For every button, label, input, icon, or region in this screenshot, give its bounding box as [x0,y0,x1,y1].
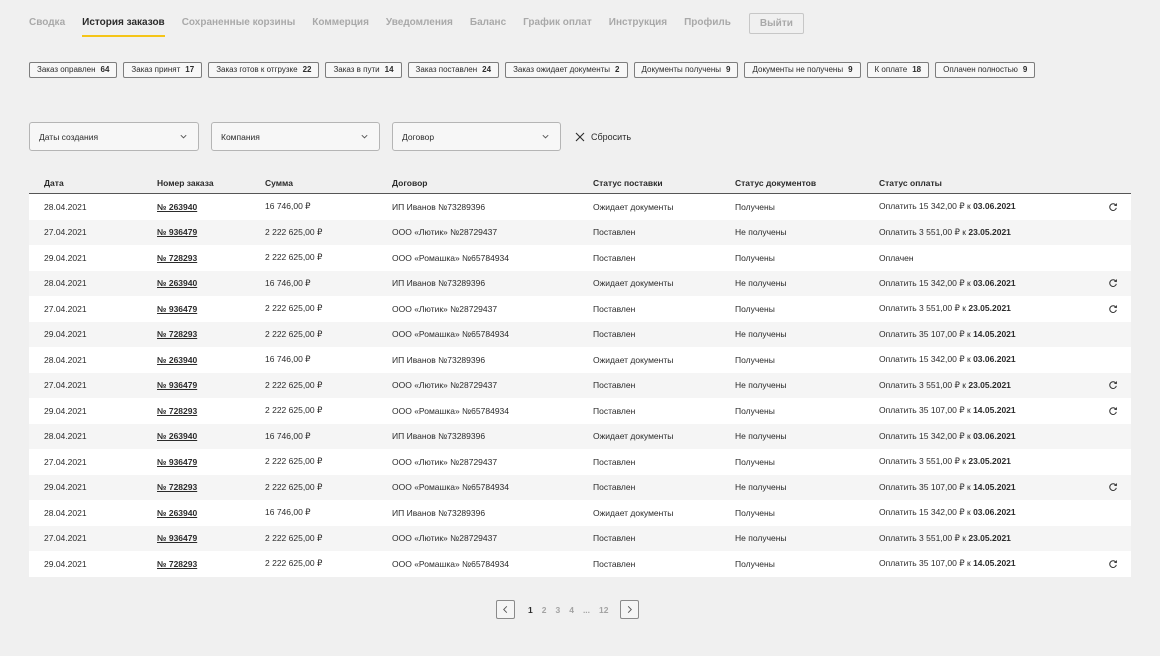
page-ellipsis: ... [582,604,591,615]
order-number-link[interactable]: № 263940 [157,278,198,289]
page-2[interactable]: 2 [541,604,547,615]
order-number-link[interactable]: № 936479 [157,380,198,391]
cell-date: 29.04.2021 [44,482,87,493]
table-row [29,271,1131,297]
payment-due-date: 14.05.2021 [973,405,1016,416]
chip-count: 14 [384,65,394,74]
cell-documents-status: Получены [735,507,775,518]
status-chip-ready-to-ship[interactable] [208,62,319,78]
chip-label: Документы получены [641,65,722,74]
payment-text: Оплатить 15 342,00 ₽ к [879,354,971,365]
cell-sum: 2 222 625,00 ₽ [265,252,323,263]
cell-date: 27.04.2021 [44,456,87,467]
cell-sum: 2 222 625,00 ₽ [265,481,323,492]
cell-shipping-status: Поставлен [593,482,636,493]
cell-date: 28.04.2021 [44,354,87,365]
chip-label: К оплате [874,65,908,74]
order-number-link[interactable]: № 728293 [157,329,198,340]
header-payment-status[interactable]: Статус оплаты [879,178,942,188]
header-contract[interactable]: Договор [392,178,428,188]
table-row [29,475,1131,501]
cell-payment-status [879,329,1094,340]
cell-payment-status [879,507,1094,518]
table-row [29,449,1131,475]
cell-payment-status [879,278,1094,289]
cell-payment-status [879,227,1094,238]
cell-sum: 16 746,00 ₽ [265,277,311,288]
table-header [29,173,1131,194]
status-chip-docs-received[interactable] [634,62,739,78]
status-chip-to-pay[interactable] [867,62,930,78]
cell-contract: ИП Иванов №73289396 [392,278,486,289]
payment-text: Оплачен [879,252,914,263]
cell-date: 27.04.2021 [44,303,87,314]
cell-date: 27.04.2021 [44,380,87,391]
chip-label: Заказ оправлен [37,65,96,74]
chip-count: 24 [482,65,492,74]
top-navigation [29,13,804,37]
cell-documents-status: Не получены [735,329,787,340]
cell-documents-status: Не получены [735,278,787,289]
header-date[interactable]: Дата [44,178,64,188]
refresh-icon[interactable] [1108,278,1118,288]
chip-label: Заказ поставлен [415,65,478,74]
prev-page-button[interactable] [496,600,515,619]
refresh-icon[interactable] [1108,304,1118,314]
close-icon [575,132,585,142]
cell-shipping-status: Поставлен [593,252,636,263]
cell-documents-status: Получены [735,201,775,212]
chevron-left-icon [501,605,510,614]
cell-date: 28.04.2021 [44,278,87,289]
page-1[interactable]: 1 [528,604,533,615]
cell-documents-status: Получены [735,252,775,263]
cell-sum: 2 222 625,00 ₽ [265,379,323,390]
orders-table [29,173,1131,577]
refresh-icon[interactable] [1108,202,1118,212]
payment-text: Оплатить 35 107,00 ₽ к [879,328,971,339]
payment-text: Оплатить 15 342,00 ₽ к [879,507,971,518]
payment-due-date: 03.06.2021 [973,507,1016,518]
order-number-link[interactable]: № 263940 [157,354,198,365]
payment-due-date: 23.05.2021 [968,456,1011,467]
cell-documents-status: Получены [735,405,775,416]
nav-tab-summary[interactable]: Сводка [29,17,66,28]
payment-text: Оплатить 3 551,00 ₽ к [879,456,966,467]
chip-label: Документы не получены [752,65,844,74]
dates-filter-select[interactable] [29,122,199,151]
cell-contract: ООО «Ромашка» №65784934 [392,558,509,569]
chip-count: 64 [100,65,110,74]
nav-tab-instructions[interactable]: Инструкция [608,17,668,28]
table-row [29,296,1131,322]
cell-date: 29.04.2021 [44,405,87,416]
cell-sum: 2 222 625,00 ₽ [265,303,323,314]
cell-sum: 2 222 625,00 ₽ [265,226,323,237]
order-number-link[interactable]: № 728293 [157,405,198,416]
cell-contract: ООО «Лютик» №28729437 [392,227,498,238]
cell-shipping-status: Ожидает документы [593,354,674,365]
cell-contract: ООО «Ромашка» №65784934 [392,252,509,263]
payment-text: Оплатить 3 551,00 ₽ к [879,379,966,390]
page-12[interactable]: 12 [599,604,609,615]
next-page-button[interactable] [620,600,639,619]
order-number-link[interactable]: № 263940 [157,431,198,442]
cell-sum: 16 746,00 ₽ [265,430,311,441]
table-row [29,398,1131,424]
cell-payment-status [879,303,1094,314]
nav-tab-payment-schedule[interactable]: График оплат [523,17,592,28]
nav-tab-balance[interactable]: Баланс [469,17,507,28]
cell-documents-status: Не получены [735,380,787,391]
refresh-icon[interactable] [1108,559,1118,569]
chip-count: 9 [726,65,731,74]
cell-payment-status [879,405,1094,416]
cell-contract: ООО «Лютик» №28729437 [392,456,498,467]
cell-shipping-status: Поставлен [593,405,636,416]
cell-contract: ООО «Лютик» №28729437 [392,533,498,544]
refresh-icon[interactable] [1108,406,1118,416]
payment-text: Оплатить 35 107,00 ₽ к [879,558,971,569]
payment-due-date: 03.06.2021 [973,277,1016,288]
chevron-down-icon [179,132,188,141]
payment-text: Оплатить 15 342,00 ₽ к [879,277,971,288]
order-number-link[interactable]: № 936479 [157,456,198,467]
cell-contract: ИП Иванов №73289396 [392,431,486,442]
payment-due-date: 03.06.2021 [973,354,1016,365]
status-chip-awaiting-docs[interactable] [505,62,627,78]
cell-shipping-status: Ожидает документы [593,201,674,212]
refresh-icon[interactable] [1108,482,1118,492]
header-shipping-status[interactable]: Статус поставки [593,178,663,188]
chip-count: 2 [615,65,620,74]
chip-label: Заказ в пути [333,65,380,74]
cell-shipping-status: Поставлен [593,329,636,340]
cell-payment-status [879,482,1094,493]
order-number-link[interactable]: № 936479 [157,303,198,314]
cell-sum: 2 222 625,00 ₽ [265,558,323,569]
payment-due-date: 14.05.2021 [973,328,1016,339]
cell-shipping-status: Поставлен [593,533,636,544]
cell-payment-status [879,380,1094,391]
chip-count: 17 [185,65,195,74]
payment-text: Оплатить 15 342,00 ₽ к [879,430,971,441]
cell-sum: 16 746,00 ₽ [265,201,311,212]
nav-tab-commerce[interactable]: Коммерция [312,17,369,28]
order-number-link[interactable]: № 936479 [157,227,198,238]
dates-filter-label: Даты создания [39,131,99,142]
order-number-link[interactable]: № 728293 [157,558,198,569]
cell-payment-status [879,354,1094,365]
cell-sum: 2 222 625,00 ₽ [265,456,323,467]
table-row [29,424,1131,450]
payment-text: Оплатить 35 107,00 ₽ к [879,405,971,416]
chevron-down-icon [360,132,369,141]
cell-date: 27.04.2021 [44,227,87,238]
payment-due-date: 23.05.2021 [968,226,1011,237]
cell-contract: ООО «Ромашка» №65784934 [392,482,509,493]
payment-due-date: 14.05.2021 [973,558,1016,569]
table-row [29,526,1131,552]
cell-payment-status [879,558,1094,569]
cell-documents-status: Не получены [735,227,787,238]
status-chip-fully-paid[interactable] [935,62,1035,78]
page-3[interactable]: 3 [555,604,561,615]
cell-sum: 16 746,00 ₽ [265,354,311,365]
payment-due-date: 23.05.2021 [968,532,1011,543]
cell-documents-status: Не получены [735,431,787,442]
company-filter-select[interactable] [211,122,380,151]
refresh-icon[interactable] [1108,380,1118,390]
cell-shipping-status: Ожидает документы [593,507,674,518]
status-chip-delivered[interactable] [408,62,500,78]
cell-shipping-status: Ожидает документы [593,431,674,442]
reset-filters-button[interactable] [575,132,631,142]
chip-count: 22 [302,65,312,74]
header-documents-status[interactable]: Статус документов [735,178,817,188]
chevron-right-icon [625,605,634,614]
cell-shipping-status: Поставлен [593,380,636,391]
chip-count: 9 [848,65,853,74]
status-chip-sent[interactable] [29,62,117,78]
status-chip-in-transit[interactable] [325,62,401,78]
chip-label: Оплачен полностью [943,65,1018,74]
nav-tab-profile[interactable]: Профиль [684,17,731,28]
cell-sum: 2 222 625,00 ₽ [265,405,323,416]
cell-documents-status: Получены [735,558,775,569]
cell-documents-status: Получены [735,456,775,467]
contract-filter-select[interactable] [392,122,561,151]
header-sum[interactable]: Сумма [265,178,293,188]
cell-date: 28.04.2021 [44,431,87,442]
payment-due-date: 03.06.2021 [973,201,1016,212]
cell-date: 29.04.2021 [44,252,87,263]
table-row [29,500,1131,526]
company-filter-label: Компания [221,131,260,142]
filters-bar [29,122,631,151]
cell-shipping-status: Поставлен [593,227,636,238]
cell-shipping-status: Ожидает документы [593,278,674,289]
order-number-link[interactable]: № 936479 [157,533,198,544]
cell-sum: 2 222 625,00 ₽ [265,532,323,543]
payment-text: Оплатить 3 551,00 ₽ к [879,226,966,237]
cell-contract: ООО «Лютик» №28729437 [392,303,498,314]
order-number-link[interactable]: № 728293 [157,482,198,493]
cell-payment-status [879,533,1094,544]
table-row [29,373,1131,399]
status-chips [29,62,1129,78]
payment-text: Оплатить 3 551,00 ₽ к [879,532,966,543]
cell-date: 28.04.2021 [44,507,87,518]
cell-documents-status: Получены [735,303,775,314]
cell-contract: ИП Иванов №73289396 [392,201,486,212]
payment-due-date: 03.06.2021 [973,430,1016,441]
cell-documents-status: Не получены [735,482,787,493]
order-number-link[interactable]: № 263940 [157,507,198,518]
cell-contract: ООО «Ромашка» №65784934 [392,329,509,340]
payment-text: Оплатить 3 551,00 ₽ к [879,303,966,314]
nav-tab-order-history[interactable]: История заказов [82,13,165,37]
table-row [29,347,1131,373]
cell-payment-status [879,456,1094,467]
cell-contract: ООО «Лютик» №28729437 [392,380,498,391]
contract-filter-label: Договор [402,131,435,142]
chip-count: 18 [912,65,922,74]
chip-label: Заказ готов к отгрузке [216,65,298,74]
payment-text: Оплатить 35 107,00 ₽ к [879,481,971,492]
table-row [29,245,1131,271]
page-4[interactable]: 4 [569,604,574,615]
order-number-link[interactable]: № 263940 [157,201,198,212]
cell-payment-status [879,201,1094,212]
cell-sum: 16 746,00 ₽ [265,507,311,518]
cell-date: 29.04.2021 [44,558,87,569]
cell-payment-status [879,431,1094,442]
cell-date: 28.04.2021 [44,201,87,212]
nav-tab-notifications[interactable]: Уведомления [385,17,453,28]
cell-documents-status: Не получены [735,533,787,544]
cell-date: 29.04.2021 [44,329,87,340]
chevron-down-icon [541,132,550,141]
status-chip-docs-not-received[interactable] [744,62,860,78]
payment-due-date: 23.05.2021 [968,379,1011,390]
pagination [496,600,639,619]
order-number-link[interactable]: № 728293 [157,252,198,263]
cell-contract: ИП Иванов №73289396 [392,507,486,518]
cell-shipping-status: Поставлен [593,303,636,314]
logout-button[interactable]: Выйти [749,13,804,34]
table-row [29,220,1131,246]
payment-due-date: 23.05.2021 [968,303,1011,314]
payment-due-date: 14.05.2021 [973,481,1016,492]
table-row [29,322,1131,348]
cell-shipping-status: Поставлен [593,456,636,467]
header-order-number[interactable]: Номер заказа [157,178,214,188]
table-row [29,194,1131,220]
cell-contract: ИП Иванов №73289396 [392,354,486,365]
table-body [29,194,1131,577]
payment-text: Оплатить 15 342,00 ₽ к [879,201,971,212]
cell-documents-status: Получены [735,354,775,365]
chip-label: Заказ принят [131,65,181,74]
nav-tab-saved-carts[interactable]: Сохраненные корзины [181,17,296,28]
cell-shipping-status: Поставлен [593,558,636,569]
chip-label: Заказ ожидает документы [513,65,611,74]
cell-sum: 2 222 625,00 ₽ [265,328,323,339]
cell-contract: ООО «Ромашка» №65784934 [392,405,509,416]
cell-payment-status [879,253,1094,263]
table-row [29,551,1131,577]
chip-count: 9 [1022,65,1028,74]
status-chip-accepted[interactable] [123,62,202,78]
reset-label: Сбросить [591,131,632,142]
cell-date: 27.04.2021 [44,533,87,544]
